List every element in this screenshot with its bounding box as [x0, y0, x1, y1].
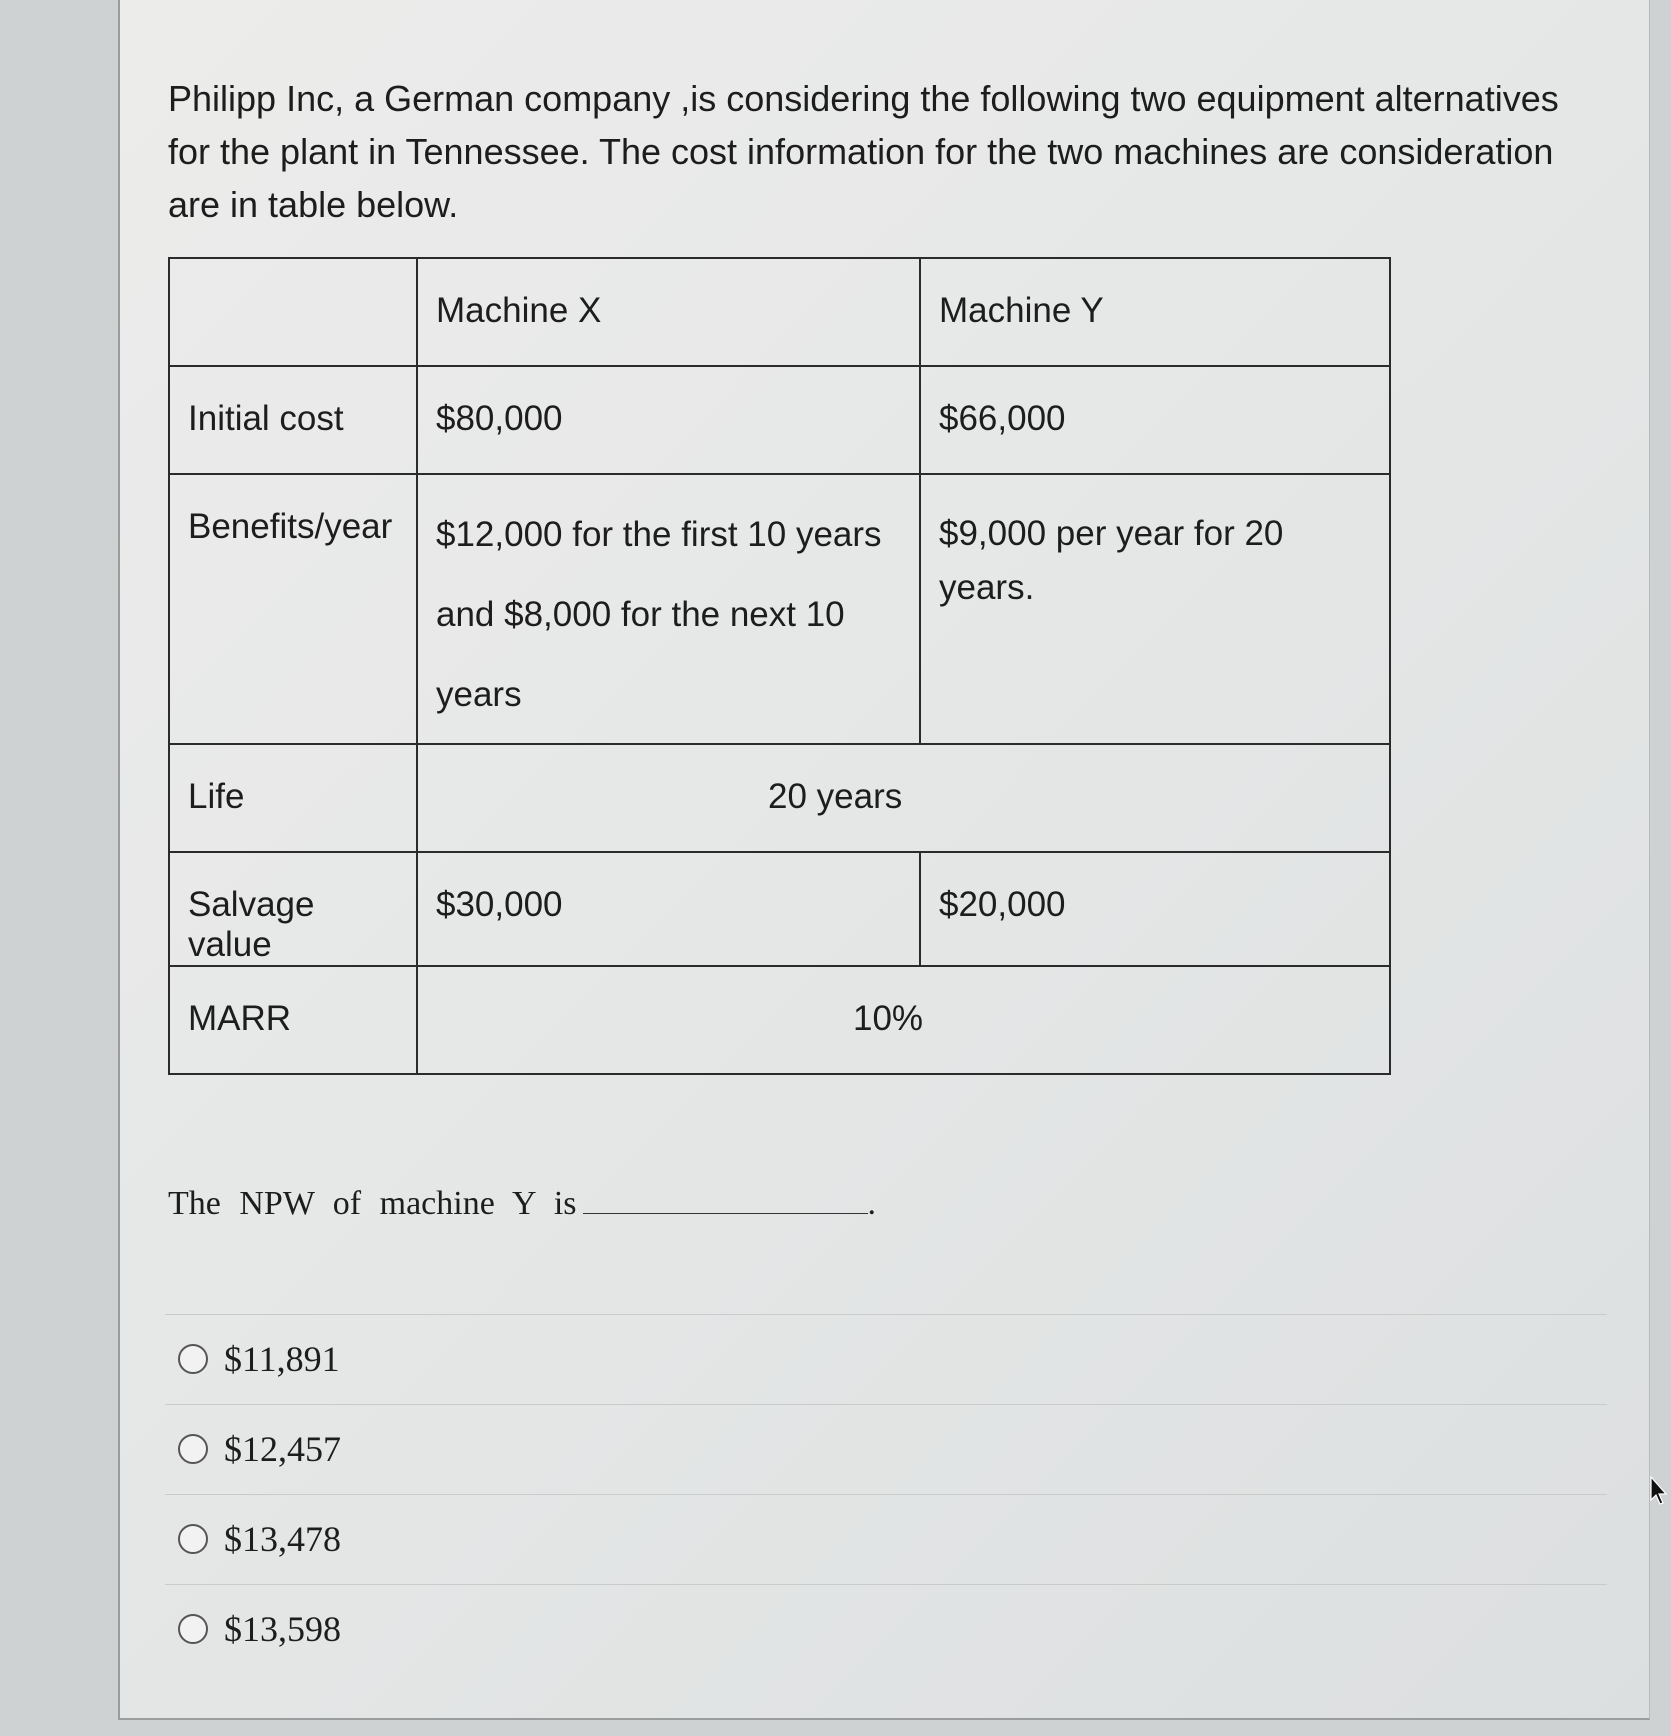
question-prompt: The NPW of machine Y is [168, 1185, 577, 1222]
table-row-life [169, 744, 1390, 852]
initial-cost-x: $80,000 [417, 366, 920, 474]
option-label: $13,478 [224, 1519, 341, 1559]
benefits-x-line: $12,000 for the first 10 years [436, 515, 882, 554]
cost-table [168, 257, 1391, 1075]
option-2[interactable] [178, 1424, 341, 1474]
table-row-salvage [169, 852, 1390, 966]
label-life: Life [169, 744, 417, 852]
option-divider [165, 1584, 1607, 1585]
benefits-x-line: and $8,000 for the next 10 [436, 595, 845, 634]
label-salvage: Salvage value [169, 852, 417, 966]
benefits-x-line: years [436, 675, 522, 714]
header-machine-x: Machine X [417, 258, 920, 366]
table-header-empty [169, 258, 417, 366]
option-label: $13,598 [224, 1609, 341, 1649]
option-3[interactable] [178, 1514, 341, 1564]
question-end: . [867, 1185, 876, 1222]
answer-blank [583, 1185, 868, 1214]
table-header-row [169, 258, 1390, 366]
marr-value: 10% [417, 966, 1390, 1074]
label-benefits: Benefits/year [169, 474, 417, 744]
salvage-x: $30,000 [417, 852, 920, 966]
benefits-y-line: years. [939, 568, 1035, 607]
option-divider [165, 1494, 1607, 1495]
radio-icon[interactable] [178, 1524, 208, 1554]
salvage-y: $20,000 [920, 852, 1390, 966]
header-machine-y: Machine Y [920, 258, 1390, 366]
question-intro: Philipp Inc, a German company ,is considering the following two equipment alternatives for the plant in Tennessee. The cost information for the two machines are consideration are in table below. [168, 78, 1559, 225]
table-row-marr [169, 966, 1390, 1074]
option-divider [165, 1404, 1607, 1405]
option-4[interactable] [178, 1604, 341, 1654]
radio-icon[interactable] [178, 1344, 208, 1374]
benefits-y [920, 474, 1390, 744]
radio-icon[interactable] [178, 1434, 208, 1464]
label-marr: MARR [169, 966, 417, 1074]
initial-cost-y: $66,000 [920, 366, 1390, 474]
option-1[interactable] [178, 1334, 340, 1384]
question-text [168, 1185, 876, 1223]
radio-icon[interactable] [178, 1614, 208, 1644]
option-label: $12,457 [224, 1429, 341, 1469]
benefits-x [417, 474, 920, 744]
benefits-y-line: $9,000 per year for 20 [939, 514, 1284, 553]
life-value: 20 years [417, 744, 1390, 852]
option-divider [165, 1314, 1607, 1315]
arrow-cursor-icon [1650, 1476, 1670, 1506]
option-label: $11,891 [224, 1339, 340, 1379]
table-row-initial-cost [169, 366, 1390, 474]
table-row-benefits [169, 474, 1390, 744]
label-initial-cost: Initial cost [169, 366, 417, 474]
